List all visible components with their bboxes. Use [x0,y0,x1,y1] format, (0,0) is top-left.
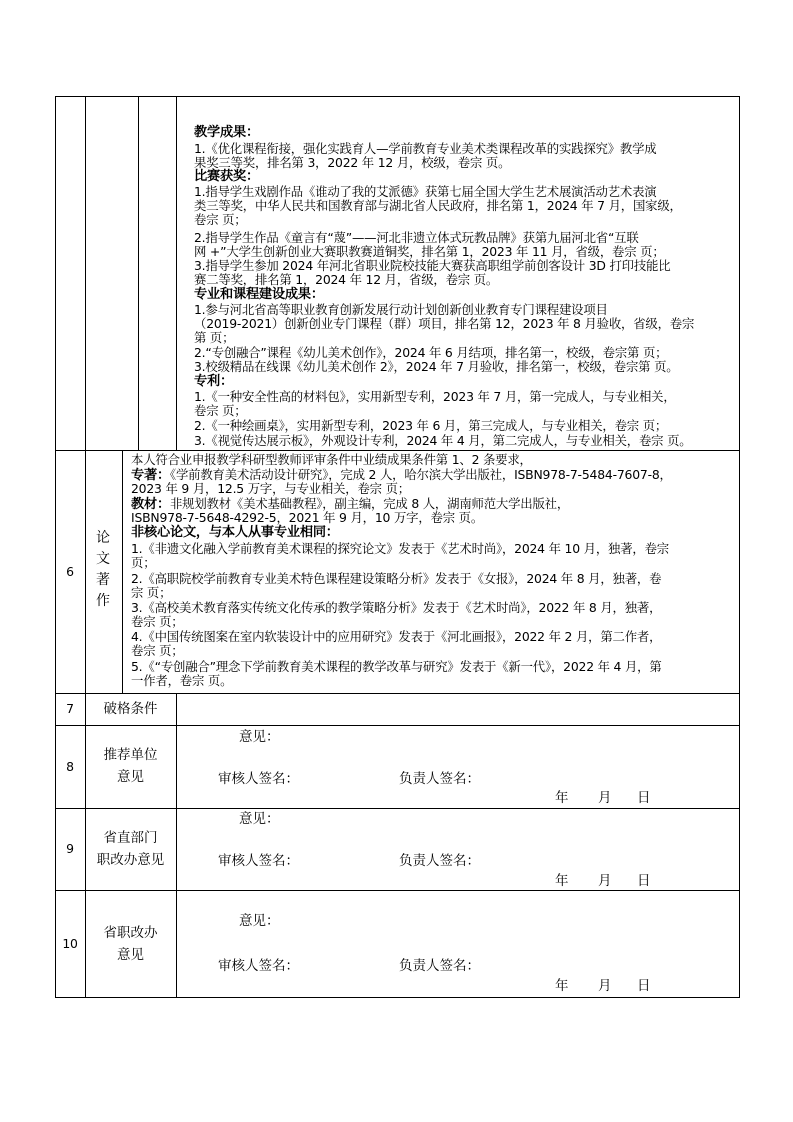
competition-line: 赛二等奖，排名第 1，2024 年 12 月，省级，卷宗 页。 [194,272,499,287]
teaching-line: 1.《优化课程衔接，强化实践育人—学前教育专业美术类课程改革的实践探究》教学成 [194,141,657,156]
competition-line: 3.指导学生参加 2024 年河北省职业院校技能大赛获高职组学前创客设计 3D 打印技能比 [194,258,671,273]
provincial-dept-label [85,827,176,871]
competition-line: 类三等奖，中华人民共和国教育部与湖北省人民政府，排名第 1，2024 年 7 月，国家级， [194,198,682,213]
date-month: 月 [598,873,612,889]
paper-line: 5.《“专创融合”理念下学前教育美术课程的教学改革与研究》发表于《新一代》，2022 年 4 月，第 [131,659,662,674]
row-divider [55,808,740,809]
column-divider [122,450,123,693]
papers-label [93,528,113,612]
date-day: 日 [637,873,651,889]
reviewer-signature-label: 审核人签名： [218,771,299,787]
row-divider [55,890,740,891]
row-number: 6 [66,564,74,579]
date-year: 年 [555,790,569,806]
textbook-line: ISBN978-7-5648-4292-5，2021 年 9 月，10 万字，卷宗 页。 [131,510,484,525]
major-line: 2.“专创融合”课程《幼儿美术创作》，2024 年 6 月结项，排名第一，校级，卷宗第 页； [194,345,668,360]
opinion-label: 意见： [239,811,280,827]
competition-line: 网 +”大学生创新创业大赛职教赛道铜奖，排名第 1，2023 年 11 月，省级，卷宗 页； [194,244,665,259]
label-char: 作 [96,593,110,609]
major-heading: 专业和课程建设成果： [194,287,324,302]
patent-line: 卷宗 页； [194,403,247,418]
major-line: 第 页； [194,330,235,345]
paper-line: 一作者，卷宗 页。 [131,673,233,688]
teaching-heading: 教学成果： [194,125,259,140]
row-number: 8 [66,759,74,774]
column-divider [85,96,86,450]
label-line: 省职改办 [103,925,158,941]
patent-line: 1.《一种安全性高的材料包》，实用新型专利，2023 年 7 月，第一完成人，与专业相关， [194,389,676,404]
teaching-line: 果奖三等奖，排名第 3，2022 年 12 月，校级，卷宗 页。 [194,155,511,170]
patent-line: 2.《一种绘画桌》，实用新型专利，2023 年 6 月，第三完成人，与专业相关，卷宗 页； [194,418,668,433]
paper-line: 宗 页； [131,585,172,600]
paper-line: 页； [131,555,156,570]
label-line: 意见 [117,947,144,963]
label-char: 文 [96,551,110,567]
leader-signature-label: 负责人签名： [399,853,480,869]
major-line: 1.参与河北省高等职业教育创新发展行动计划创新创业教育专门课程建设项目 [194,302,608,317]
competition-line: 2.指导学生作品《童言有“蔑”——河北非遗立体式玩教品牌》获第九届河北省“互联 [194,230,639,245]
textbook-text: 非规划教材《美术基础教程》，副主编，完成 8 人，湖南师范大学出版社， [169,496,570,511]
major-line: 3.校级精品在线课《幼儿美术创作 2》，2024 年 7 月验收，排名第一，校级，卷宗第 页。 [194,359,679,374]
reviewer-signature-label: 审核人签名： [218,958,299,974]
patent-heading: 专利： [194,374,233,389]
recommend-unit-label [85,744,176,788]
exception-label: 破格条件 [103,701,158,717]
patent-line: 3.《视觉传达展示板》，外观设计专利，2024 年 4 月，第二完成人，与专业相关，卷宗 页。 [194,433,692,448]
label-line: 职改办意见 [96,852,165,868]
date-day: 日 [637,978,651,994]
row-divider [55,450,740,451]
date-year: 年 [555,978,569,994]
date-year: 年 [555,873,569,889]
leader-signature-label: 负责人签名： [399,771,480,787]
competition-heading: 比赛获奖： [194,169,259,184]
row-divider [55,725,740,726]
paper-line: 卷宗 页； [131,614,184,629]
date-month: 月 [598,978,612,994]
competition-line: 1.指导学生戏剧作品《谁动了我的艾派德》获第七届全国大学生艺术展演活动艺术表演 [194,184,657,199]
column-divider [176,693,177,998]
row-number: 9 [66,841,74,856]
monograph-text: 《学前教育美术活动设计研究》，完成 2 人，哈尔滨大学出版社，ISBN978-7-5484-7607-8， [169,467,672,482]
date-day: 日 [637,790,651,806]
paper-line: 3.《高校美术教育落实传统文化传承的教学策略分析》发表于《艺术时尚》，2022 年 8 月，独著， [131,600,662,615]
label-line: 推荐单位 [103,747,158,763]
intro-line: 本人符合业申报教学科研型教师评审条件中业绩成果条件第 1、2 条要求， [131,452,532,467]
paper-line: 卷宗 页； [131,643,184,658]
row-number: 10 [62,936,78,951]
leader-signature-label: 负责人签名： [399,958,480,974]
monograph-line: 2023 年 9 月，12.5 万字，与专业相关，卷宗 页； [131,481,410,496]
major-line: （2019-2021）创新创业专门课程（群）项目，排名第 12，2023 年 8 月验收，省级，卷宗 [194,316,695,331]
opinion-label: 意见： [239,729,280,745]
label-line: 意见 [117,769,144,785]
date-month: 月 [598,790,612,806]
row-divider [55,693,740,694]
label-line: 省直部门 [103,830,158,846]
paper-line: 2.《高职院校学前教育专业美术特色课程建设策略分析》发表于《女报》，2024 年 8 月，独著，卷 [131,571,662,586]
reviewer-signature-label: 审核人签名： [218,853,299,869]
papers-heading: 非核心论文，与本人从事专业相同： [131,525,339,540]
row-number: 7 [66,701,74,716]
column-divider [85,450,86,693]
provincial-office-label [85,922,176,966]
paper-line: 4.《中国传统图案在室内软装设计中的应用研究》发表于《河北画报》，2022 年 2 月，第二作者， [131,629,662,644]
column-divider [138,96,139,450]
column-divider [176,96,177,450]
textbook-heading: 教材： [131,497,170,512]
paper-line: 1.《非遗文化融入学前教育美术课程的探究论文》发表于《艺术时尚》，2024 年 10 月，独著，卷宗 [131,541,669,556]
competition-line: 卷宗 页； [194,212,247,227]
opinion-label: 意见： [239,913,280,929]
monograph-heading: 专著： [131,468,170,483]
label-char: 著 [96,572,110,588]
label-char: 论 [96,530,110,546]
